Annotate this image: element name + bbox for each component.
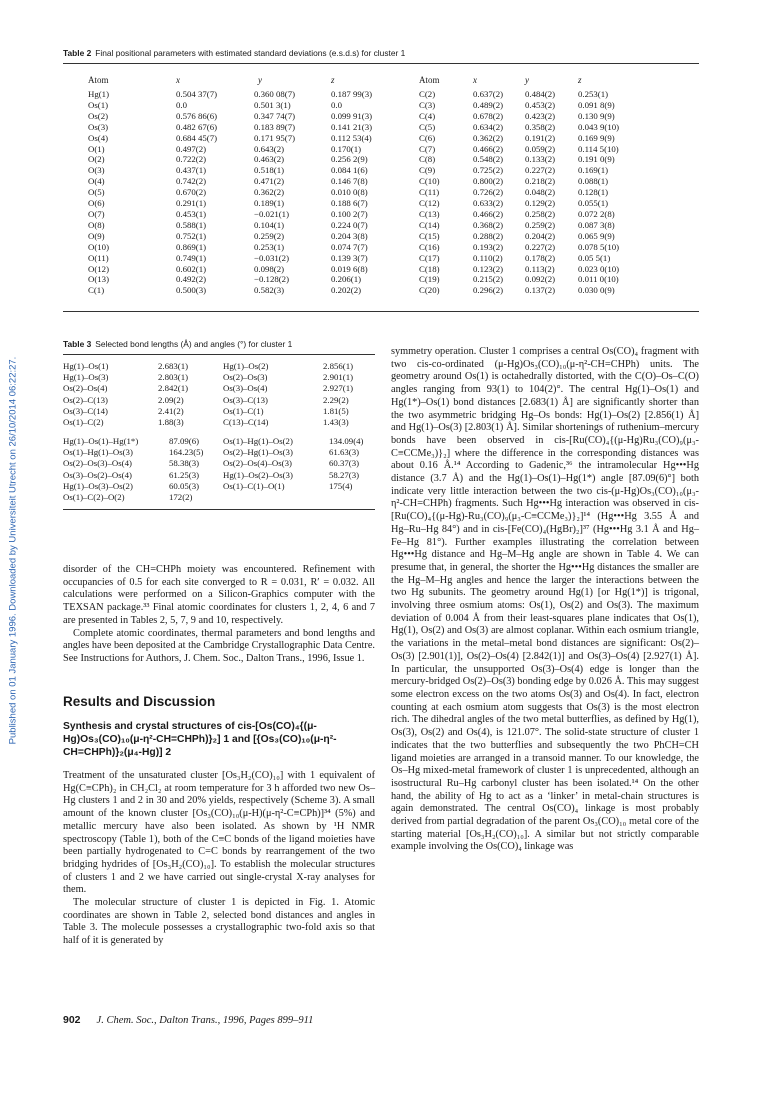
table2-atom-column-left: Hg(1) Os(1) Os(2) Os(3) Os(4) O(1) O(2) O(3) O(4) O(5) O(6) O(7) O(8) O(9) O(10) O(11) O(12) O(13) C(1) — [88, 89, 110, 296]
discussion-paragraph: symmetry operation. Cluster 1 comprises a central Os(CO)₄ fragment with two cis-co-ordinated (μ-Hg)Os₃(CO)₁₀(μ-η²-CH=CHPh) units. The geometry around Os(1) is octahedrally distorted, with the C(O)–Os–C(O) angles ranging from 93(1) to 104(2)°. The central Hg(1)–Os(1) and Hg(1*)–Os(1) bond distances [2.683(1) Å] are significantly shorter than the two asymmetric bridging Hg–Os bonds: Hg(1)–Os(2) [2.856(1) Å] and Hg(1)–Os(3) [2.803(1) Å]. Similar shortenings of ruthenium–mercury bonds have been observed in cis-[Ru(CO)₄{(μ-Hg)Ru₃(CO)₉(μ₃-C≡CCMe₃)}₂] where the difference in the corresponding distances was about 0.16 Å.¹⁴ According to Gadenic,³⁶ the intramolecular Hg•••Hg distance (3.7 Å) and the Hg(1)–Os(1)–Hg(1*) angle [87.09(6)°] both indicate very little interaction between the two cis-(μ-Hg)Os₃(CO)₁₀(μ₃-η²-CH=CHPh) fragments. Such Hg•••Hg interaction was observed in cis-[Ru(CO)₄{(μ-Hg)-Ru₃(CO)₉(μ₃-C≡CCMe₃)}₂]¹⁴ (Hg•••Hg 3.55 Å and Hg–Ru–Hg 84°) and in cis-[Fe(CO)₄(HgBr)₂]³⁷ (Hg•••Hg 3.1 Å and Hg–Fe–Hg 81°). Further examples illustrating the correlation between Hg•••Hg distance and Hg–M–Hg angle are shown in Table 4. We can presume that, in general, the shorter the Hg•••Hg distances the smaller are the Hg–M–Hg angles and hence the larger the interactions between the two Hg subunits. The geometry around Hg(1) [or Hg(1*)] is trigonal, involving three osmium atoms: Os(1), Os(2) and Os(3). The maximum deviation of 0.004 Å from their least-squares plane indicates that Os(1), Hg(1), Os(2) and Os(3) are almost coplanar. Within each osmium triangle, the variations in the metal–metal bond distances are significant: Os(2)–Os(3) [2.901(1)], Os(2)–Os(4) [2.842(1)] and Os(3)–Os(4) [2.927(1) Å]. In particular, the unsupported Os(3)–Os(4) edge is longer than the mercury-bridged Os(2)–Os(3) bonding edge by 0.026 Å. This may suggest some electron excess on the two atoms Os(3) and Os(4). In fact, electron counting at each osmium atom suggests that Os(3) is the most electron rich. The dihedral angles of the two metal butterflies, as defined by Hg(1), Os(3), Os(2) and Os(4), is 121.07°. The solid-state structure of cluster 1 indicates that the two butterflies and subsequently the two PhCH=CH ligand moieties are arranged in a transoid manner. To our knowledge, the Os–Hg mixed-metal framework of cluster 1 is unprecedented, although an isostructural Ru–Hg carbonyl cluster has been isolated.¹⁴ On the other hand, the ability of Hg to act as a ‘linker’ in metal-chain structures is again demonstrated. The central Os(CO)₄ linkage is most probably derived from partial degradation of the parent Os₃(CO)₁₀ metal core of the starting material [Os₃H₂(CO)₁₀]. A similar but not strictly comparable example involving the Os(CO)₄ linkage was — [391, 346, 699, 853]
table2-atom-column-right: C(2) C(3) C(4) C(5) C(6) C(7) C(8) C(9) C(10) C(11) C(12) C(13) C(14) C(15) C(16) C(17) C(18) C(19) C(20) — [419, 89, 440, 296]
table2-header-z-left: z — [331, 75, 335, 85]
table2-header-y-left: y — [258, 75, 262, 85]
table2-z-column-left: 0.187 99(3) 0.0 0.099 91(3) 0.141 21(3) 0.112 53(4) 0.170(1) 0.256 2(9) 0.084 1(6) 0.146 7(8) 0.010 0(8) 0.188 6(7) 0.100 2(7) 0.224 0(7) 0.204 3(8) 0.074 7(7) 0.139 3(7) 0.019 6(8) 0.206(1) 0.202(2) — [331, 89, 373, 296]
table2-y-column-right: 0.484(2) 0.453(2) 0.423(2) 0.358(2) 0.191(2) 0.059(2) 0.133(2) 0.227(2) 0.218(2) 0.048(2) 0.129(2) 0.258(2) 0.259(2) 0.204(2) 0.227(2) 0.178(2) 0.113(2) 0.092(2) 0.137(2) — [525, 89, 556, 296]
methods-text — [63, 564, 375, 666]
table3-angle-values-left: 87.09(6) 164.23(5) 58.38(3) 61.25(3) 60.05(3) 172(2) — [169, 436, 204, 503]
download-side-note — [6, 200, 20, 900]
table3-caption-text: Selected bond lengths (Å) and angles (°) for cluster 1 — [95, 339, 293, 349]
table3-bond-names-left: Hg(1)–Os(1) Hg(1)–Os(3) Os(2)–Os(4) Os(2)–C(13) Os(3)–C(14) Os(1)–C(2) — [63, 361, 109, 428]
table2-header-z-right: z — [578, 75, 582, 85]
synthesis-subheading: Synthesis and crystal structures of cis-[Os(CO)₄{(μ-Hg)Os₃(CO)₁₀(μ-η²-CH=CHPh)}₂] 1 and [{Os₃(CO)₁₀(μ-η²-CH=CHPh)}₂(μ₄-Hg)] 2 — [63, 721, 337, 758]
table2-header-x-right: x — [473, 75, 477, 85]
table3-bottom-rule — [63, 509, 375, 510]
journal-citation: J. Chem. Soc., Dalton Trans., 1996, Pages 899–911 — [96, 1015, 314, 1026]
results-heading: Results and Discussion — [63, 694, 216, 709]
results-text — [63, 770, 375, 948]
synthesis-paragraph: Treatment of the unsaturated cluster [Os₃H₂(CO)₁₀] with 1 equivalent of Hg(C≡CPh)₂ in CH₂Cl₂ at room temperature for 3 h afforded two new Os–Hg clusters 1 and 2 in 30 and 20% yields, respectively (Scheme 3). A small amount of the known cluster [Os₃(CO)₁₀(μ-H)(μ-η²-C≡CPh)]³⁴ (5%) and metallic mercury have also been isolated. As shown by ¹H NMR spectroscopy (Table 1), both of the C≡C bonds of the ligand moieties have been partially hydrogenated to C=C bonds by rearrangement of the two bridging hydrides of [Os₃H₂(CO)₁₀]. To establish the molecular structures of clusters 1 and 2 we have carried out single-crystal X-ray analyses for them. — [63, 770, 375, 896]
table2-x-column-left: 0.504 37(7) 0.0 0.576 86(6) 0.482 67(6) 0.684 45(7) 0.497(2) 0.722(2) 0.437(1) 0.742(2) 0.670(2) 0.291(1) 0.453(1) 0.588(1) 0.752(1) 0.869(1) 0.749(1) 0.602(1) 0.492(2) 0.500(3) — [176, 89, 218, 296]
table2-header-atom-right: Atom — [419, 75, 440, 85]
table3-caption — [63, 339, 292, 349]
table2-label: Table 2 — [63, 48, 92, 58]
table2-header-x-left: x — [176, 75, 180, 85]
table2-header-y-right: y — [525, 75, 529, 85]
table2-x-column-right: 0.637(2) 0.489(2) 0.678(2) 0.634(2) 0.362(2) 0.466(2) 0.548(2) 0.725(2) 0.800(2) 0.726(2) 0.633(2) 0.466(2) 0.368(2) 0.288(2) 0.193(2) 0.110(2) 0.123(2) 0.215(2) 0.296(2) — [473, 89, 504, 296]
table3-angle-values-right: 134.09(4) 61.63(3) 60.37(3) 58.27(3) 175(4) — [329, 436, 364, 491]
page-number: 902 — [63, 1014, 81, 1026]
table2-top-rule — [63, 63, 699, 64]
table3-top-rule — [63, 354, 375, 355]
table2-header-atom-left: Atom — [88, 75, 109, 85]
table2-caption — [63, 48, 405, 58]
download-notice-text: Published on 01 January 1996. Downloaded by Universiteit Utrecht on 26/10/2014 06:22:27. — [7, 356, 19, 744]
table3-angle-names-right: Os(1)–Hg(1)–Os(2) Os(2)–Hg(1)–Os(3) Os(2)–Os(4)–Os(3) Hg(1)–Os(2)–Os(3) Os(1)–C(1)–O(1) — [223, 436, 293, 491]
table3-bond-values-right: 2.856(1) 2.901(1) 2.927(1) 2.29(2) 1.81(5) 1.43(3) — [323, 361, 354, 428]
table3-bond-values-left: 2.683(1) 2.803(1) 2.842(1) 2.09(2) 2.41(2) 1.88(3) — [158, 361, 189, 428]
deposition-paragraph: Complete atomic coordinates, thermal parameters and bond lengths and angles have been deposited at the Cambridge Crystallographic Data Centre. See Instructions for Authors, J. Chem. Soc., Dalton Trans., 1996, Issue 1. — [63, 627, 375, 664]
table2-z-column-right: 0.253(1) 0.091 8(9) 0.130 9(9) 0.043 9(10) 0.169 9(9) 0.114 5(10) 0.191 0(9) 0.169(1) 0.088(1) 0.128(1) 0.055(1) 0.072 2(8) 0.087 3(8) 0.065 9(9) 0.078 5(10) 0.05 5(1) 0.023 0(10) 0.011 0(10) 0.030 0(9) — [578, 89, 620, 296]
table2-caption-text: Final positional parameters with estimated standard deviations (e.s.d.s) for cluster 1 — [95, 48, 406, 58]
table2-y-column-left: 0.360 08(7) 0.501 3(1) 0.347 74(7) 0.183 89(7) 0.171 95(7) 0.643(2) 0.463(2) 0.518(1) 0.471(2) 0.362(2) 0.189(1) −0.021(1) 0.104(1) 0.259(2) 0.253(1) −0.031(2) 0.098(2) −0.128(2) 0.582(3) — [254, 89, 296, 296]
table3-angle-names-left: Hg(1)–Os(1)–Hg(1*) Os(1)–Hg(1)–Os(3) Os(2)–Os(3)–Os(4) Os(3)–Os(2)–Os(4) Hg(1)–Os(3)–Os(2) Os(1)–C(2)–O(2) — [63, 436, 139, 503]
discussion-text — [391, 346, 699, 854]
table2-bottom-rule — [63, 311, 699, 312]
page-footer — [63, 1014, 313, 1026]
table3-bond-names-right: Hg(1)–Os(2) Os(2)–Os(3) Os(3)–Os(4) Os(3)–C(13) Os(1)–C(1) C(13)–C(14) — [223, 361, 269, 428]
table3-label: Table 3 — [63, 339, 92, 349]
structure-paragraph: The molecular structure of cluster 1 is depicted in Fig. 1. Atomic coordinates are shown in Table 2, selected bond distances and angles in Table 3. The molecule possesses a crystallographic two-fold axis so that half of it is generated by — [63, 897, 375, 947]
refinement-paragraph: disorder of the CH=CHPh moiety was encountered. Refinement with occupancies of 0.5 for each site converged to R = 0.031, R′ = 0.032. All calculations were performed on a Silicon-Graphics computer with the TEXSAN package.³³ Final atomic coordinates for clusters 1, 2, 4, 6 and 7 are presented in Tables 2, 5, 7, 9 and 10, respectively. — [63, 564, 375, 626]
